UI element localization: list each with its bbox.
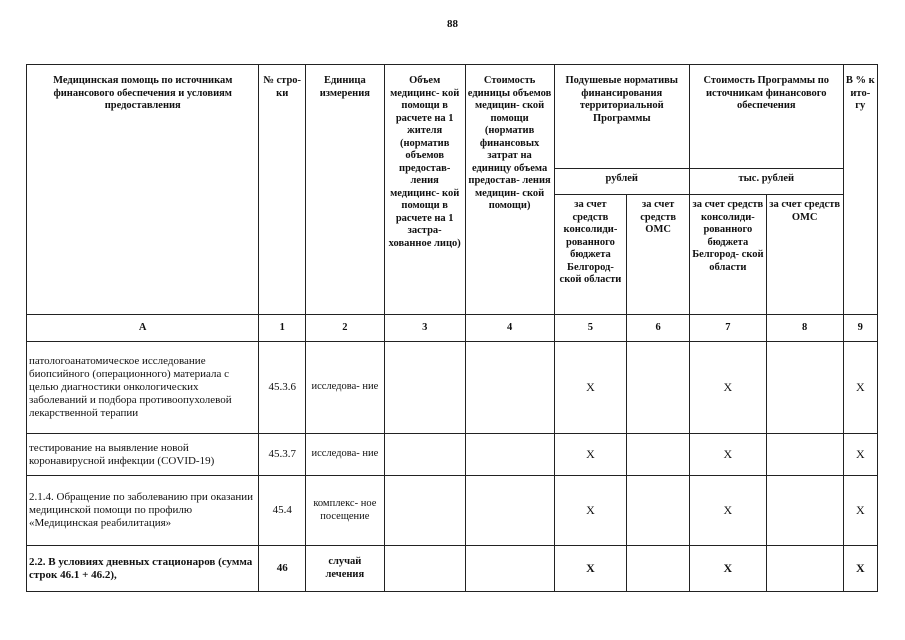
column-number: 4 [465, 315, 554, 342]
header-unit-thousand-rub: тыс. рублей [689, 169, 843, 195]
row-cell-8 [766, 546, 843, 592]
row-cell-5: Х [554, 434, 627, 476]
column-number: 5 [554, 315, 627, 342]
header-col-9: В % к ито- гу [843, 65, 877, 315]
header-group-per-capita: Подушевые нормативы финансирования территориальной Программы [554, 65, 689, 169]
header-col-a: Медицинская помощь по источникам финансового обеспечения и условиям предоставления [27, 65, 259, 315]
row-cell-5: Х [554, 342, 627, 434]
row-cell-6 [627, 434, 690, 476]
row-line-number: 45.3.7 [259, 434, 305, 476]
row-cell-4 [465, 476, 554, 546]
row-cell-4 [465, 546, 554, 592]
table-row [27, 546, 878, 592]
row-unit: исследова- ние [305, 434, 384, 476]
row-cell-8 [766, 476, 843, 546]
row-unit: комплекс- ное посещение [305, 476, 384, 546]
row-cell-4 [465, 342, 554, 434]
row-cell-7: Х [689, 342, 766, 434]
column-number: 7 [689, 315, 766, 342]
row-cell-6 [627, 546, 690, 592]
column-number: А [27, 315, 259, 342]
row-line-number: 45.3.6 [259, 342, 305, 434]
row-unit: исследова- ние [305, 342, 384, 434]
header-unit-rub: рублей [554, 169, 689, 195]
header-col-5: за счет средств консолиди- рованного бюджета Белгород- ской области [554, 195, 627, 315]
column-number-row [27, 315, 878, 342]
page-number: 88 [447, 18, 458, 30]
row-cell-8 [766, 342, 843, 434]
header-col-7: за счет средств консолиди- рованного бюджета Белгород- ской области [689, 195, 766, 315]
table-row [27, 476, 878, 546]
row-cell-9: Х [843, 342, 877, 434]
row-description: патологоанатомическое исследование биопсийного (операционного) материала с целью диагностики онкологических заболеваний и подбора противоопухолевой лекарственной терапии [27, 342, 259, 434]
column-number: 3 [384, 315, 465, 342]
header-col-8: за счет средств ОМС [766, 195, 843, 315]
program-cost-table [26, 64, 878, 592]
column-number: 2 [305, 315, 384, 342]
row-line-number: 46 [259, 546, 305, 592]
table-row [27, 342, 878, 434]
row-cell-7: Х [689, 434, 766, 476]
row-cell-6 [627, 342, 690, 434]
row-cell-8 [766, 434, 843, 476]
row-cell-6 [627, 476, 690, 546]
header-col-1: № стро- ки [259, 65, 305, 315]
row-cell-9: Х [843, 434, 877, 476]
row-unit: случай лечения [305, 546, 384, 592]
header-col-2: Единица измерения [305, 65, 384, 315]
row-cell-3 [384, 476, 465, 546]
row-line-number: 45.4 [259, 476, 305, 546]
row-cell-4 [465, 434, 554, 476]
column-number: 1 [259, 315, 305, 342]
header-col-4: Стоимость единицы объемов медицин- ской помощи (норматив финансовых затрат на единицу объема предостав- ления медицин- ской помощи) [465, 65, 554, 315]
row-cell-5: Х [554, 476, 627, 546]
row-cell-3 [384, 546, 465, 592]
row-description: 2.1.4. Обращение по заболеванию при оказании медицинской помощи по профилю «Медицинская реабилитация» [27, 476, 259, 546]
row-cell-7: Х [689, 476, 766, 546]
table-row [27, 434, 878, 476]
row-description: тестирование на выявление новой коронавирусной инфекции (COVID-19) [27, 434, 259, 476]
row-cell-7: Х [689, 546, 766, 592]
row-cell-9: Х [843, 476, 877, 546]
header-col-3: Объем медицинс- кой помощи в расчете на 1 жителя (норматив объемов предостав- ления медицинс- кой помощи в расчете на 1 застра- хованное лицо) [384, 65, 465, 315]
column-number: 9 [843, 315, 877, 342]
column-number: 6 [627, 315, 690, 342]
column-number: 8 [766, 315, 843, 342]
header-col-6: за счет средств ОМС [627, 195, 690, 315]
row-cell-3 [384, 342, 465, 434]
row-description: 2.2. В условиях дневных стационаров (сумма строк 46.1 + 46.2), [27, 546, 259, 592]
row-cell-5: Х [554, 546, 627, 592]
row-cell-3 [384, 434, 465, 476]
row-cell-9: Х [843, 546, 877, 592]
header-group-program-cost: Стоимость Программы по источникам финансового обеспечения [689, 65, 843, 169]
